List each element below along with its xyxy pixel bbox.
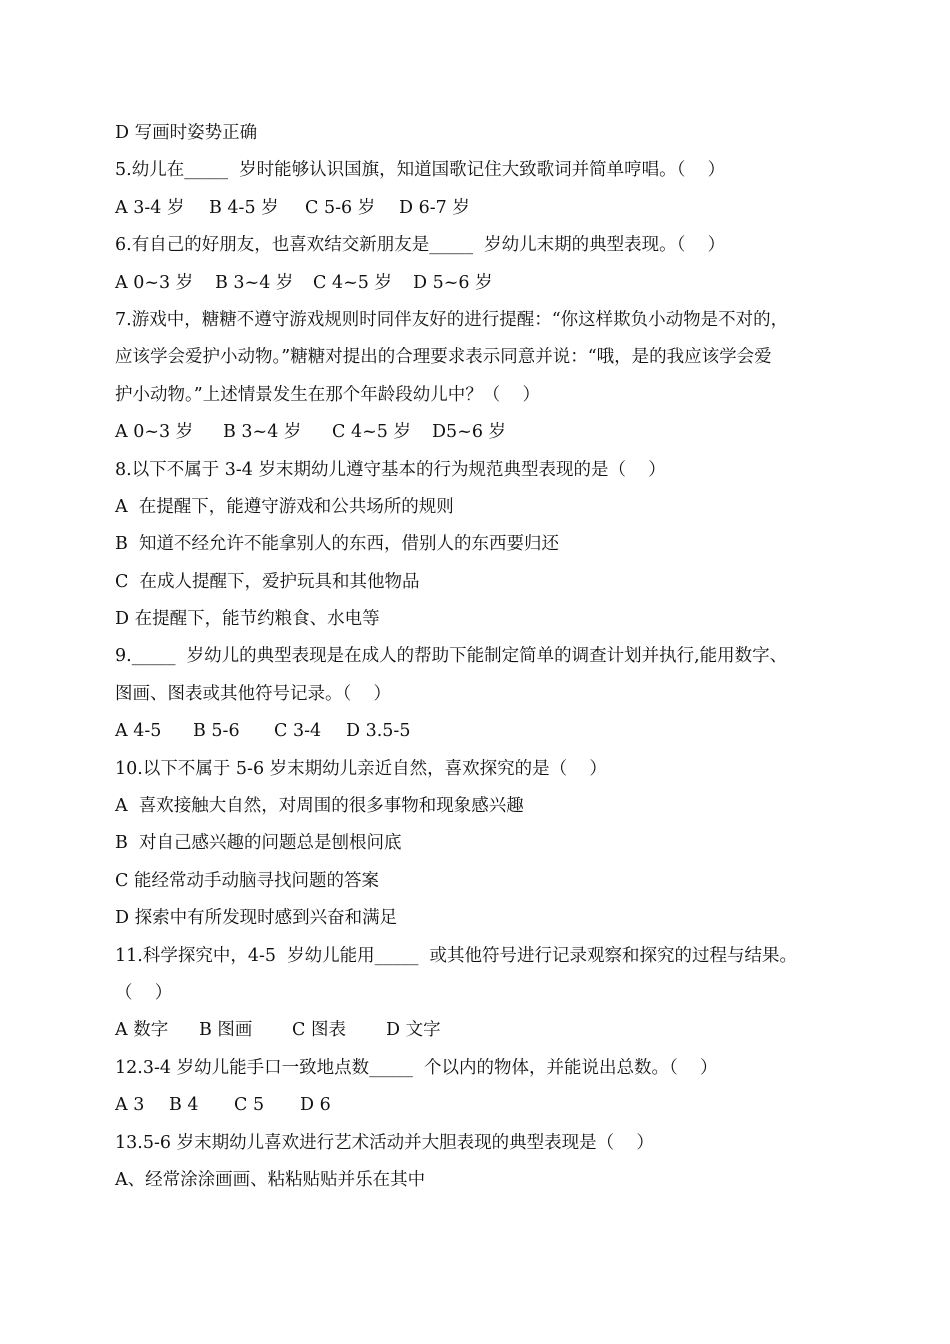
answer-option: B 图画	[199, 1020, 253, 1041]
answer-options-row	[115, 713, 845, 750]
answer-option: C 4~5 岁	[332, 422, 411, 443]
answer-option: D 6	[300, 1095, 331, 1116]
text-line: B 知道不经允许不能拿别人的东西，借别人的东西要归还	[115, 534, 559, 555]
answer-option: D5~6 岁	[432, 422, 507, 443]
text-line: 应该学会爱护小动物。”糖糖对提出的合理要求表示同意并说：“哦，是的我应该学会爱	[115, 347, 772, 368]
text-line: 6.有自己的好朋友，也喜欢结交新朋友是_____ 岁幼儿末期的典型表现。（ ）	[115, 235, 726, 256]
text-line: A、经常涂涂画画、粘粘贴贴并乐在其中	[115, 1169, 426, 1190]
answer-options-row	[115, 1087, 845, 1124]
text-line: D 写画时姿势正确	[115, 123, 258, 143]
text-line: C 能经常动手动脑寻找问题的答案	[115, 870, 379, 891]
answer-option: A 数字	[115, 1020, 169, 1041]
answer-option: A 0~3 岁	[115, 272, 194, 293]
answer-option: A 3	[115, 1095, 145, 1116]
answer-options-row	[115, 414, 845, 451]
text-line: 图画、图表或其他符号记录。（ ）	[115, 683, 391, 704]
text-line: 12.3-4 岁幼儿能手口一致地点数_____ 个以内的物体，并能说出总数。（ ）	[115, 1057, 718, 1078]
answer-option: B 3~4 岁	[215, 272, 294, 293]
answer-option: D 6-7 岁	[399, 197, 470, 218]
text-line: D 在提醒下，能节约粮食、水电等	[115, 609, 380, 630]
text-line: C 在成人提醒下，爱护玩具和其他物品	[115, 571, 420, 592]
answer-option: D 5~6 岁	[413, 272, 493, 293]
text-line: （ ）	[115, 982, 173, 1003]
text-line: 9._____ 岁幼儿的典型表现是在成人的帮助下能制定简单的调查计划并执行,能用数字、	[115, 646, 788, 667]
answer-option: D 文字	[386, 1020, 441, 1041]
question-list	[115, 115, 845, 1199]
text-line: 5.幼儿在_____ 岁时能够认识国旗，知道国歌记住大致歌词并简单哼唱。（ ）	[115, 160, 726, 181]
text-line: 7.游戏中，糖糖不遵守游戏规则时同伴友好的进行提醒：“你这样欺负小动物是不对的，	[115, 309, 789, 330]
answer-option: C 图表	[292, 1020, 346, 1041]
text-line: A 喜欢接触大自然，对周围的很多事物和现象感兴趣	[115, 796, 524, 817]
answer-option: B 4-5 岁	[209, 197, 279, 218]
answer-option: B 3~4 岁	[223, 422, 302, 443]
answer-option: B 4	[169, 1095, 199, 1116]
answer-option: A 3-4 岁	[115, 197, 185, 218]
answer-option: A 4-5	[115, 721, 162, 742]
answer-option: A 0~3 岁	[115, 422, 194, 443]
answer-options-row	[115, 265, 845, 302]
answer-option: B 5-6	[193, 721, 240, 742]
answer-options-row	[115, 1012, 845, 1049]
answer-option: C 3-4	[274, 721, 322, 742]
text-line: 8.以下不属于 3-4 岁末期幼儿遵守基本的行为规范典型表现的是（ ）	[115, 459, 666, 480]
text-line: B 对自己感兴趣的问题总是刨根问底	[115, 833, 402, 854]
answer-option: C 5-6 岁	[305, 197, 376, 218]
text-line: 10.以下不属于 5-6 岁末期幼儿亲近自然，喜欢探究的是（ ）	[115, 758, 607, 779]
answer-options-row	[115, 190, 845, 227]
text-line: 护小动物。”上述情景发生在那个年龄段幼儿中？（ ）	[115, 384, 540, 405]
text-line: 13.5-6 岁末期幼儿喜欢进行艺术活动并大胆表现的典型表现是（ ）	[115, 1132, 654, 1153]
answer-option: D 3.5-5	[346, 721, 411, 742]
answer-option: C 5	[234, 1095, 265, 1116]
text-line: A 在提醒下，能遵守游戏和公共场所的规则	[115, 496, 454, 517]
text-line: D 探索中有所发现时感到兴奋和满足	[115, 908, 398, 929]
text-line: 11.科学探究中，4-5 岁幼儿能用_____ 或其他符号进行记录观察和探究的过程与结果。	[115, 945, 798, 966]
answer-option: C 4~5 岁	[313, 272, 392, 293]
